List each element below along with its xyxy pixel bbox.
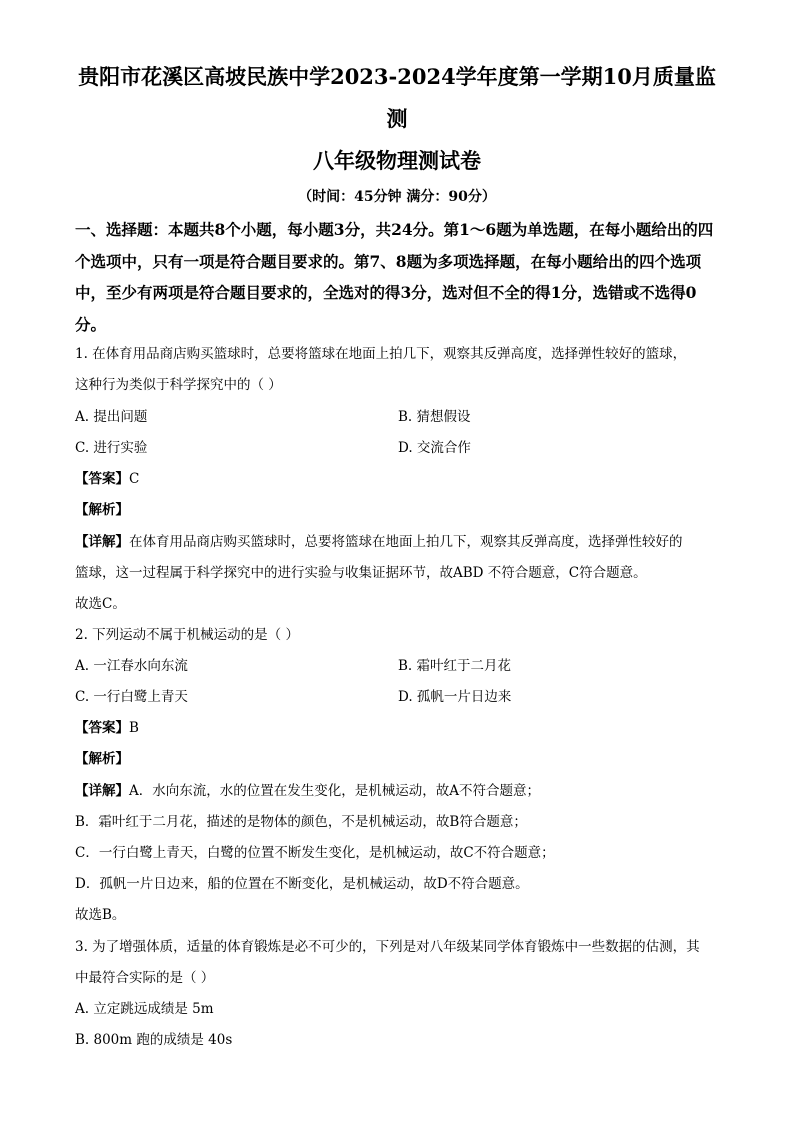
section1-instructions: 一、选择题：本题共8个小题，每小题3分，共24分。第1～6题为单选题，在每小题给出的四个选项中，只有一项是符合题目要求的。第7、8题为多项选择题，在每小题给出的四个选项中，至少有两项是符合题目要求的，全选对的得3分，选对但不全的得1分，选错或不选得0分。	[75, 220, 714, 334]
exam-title-line2: 测	[386, 106, 408, 131]
q1-answer	[75, 470, 139, 488]
q1-option-c: C. 进行实验	[75, 440, 148, 456]
q1-option-d: D. 交流合作	[398, 440, 471, 456]
q1-analysis	[75, 501, 129, 519]
q2-answer-tag: 【答案】	[75, 720, 129, 736]
q1-stem-line1: 1. 在体育用品商店购买篮球时，总要将篮球在地面上拍几下，观察其反弹高度，选择弹性较好的篮球，	[75, 346, 687, 362]
q1-analysis-tag: 【解析】	[75, 502, 129, 518]
q2-detail-tag: 【详解】	[75, 783, 129, 799]
q2-answer	[75, 719, 139, 737]
q2-detail-line3: C．一行白鹭上青天，白鹭的位置不断发生变化，是机械运动，故C不符合题意；	[75, 845, 555, 861]
q1-detail-text1: 在体育用品商店购买篮球时，总要将篮球在地面上拍几下，观察其反弹高度，选择弹性较好的	[129, 534, 683, 550]
q2-option-d: D. 孤帆一片日边来	[398, 689, 512, 705]
q2-detail-line4: D．孤帆一片日边来，船的位置在不断变化，是机械运动，故D不符合题意。	[75, 876, 529, 892]
q1-conclusion: 故选C。	[75, 596, 126, 612]
q1-detail-line1	[75, 533, 683, 551]
q3-option-b: B. 800m 跑的成绩是 40s	[75, 1032, 233, 1048]
q2-detail-line1	[75, 782, 540, 800]
q2-option-c: C. 一行白鹭上青天	[75, 689, 188, 705]
q2-conclusion: 故选B。	[75, 907, 126, 923]
q2-option-a: A. 一江春水向东流	[75, 658, 188, 674]
q2-analysis	[75, 750, 129, 768]
q3-option-a: A. 立定跳远成绩是 5m	[75, 1001, 214, 1017]
q1-answer-value: C	[129, 471, 140, 487]
q2-detail-line2: B．霜叶红于二月花，描述的是物体的颜色，不是机械运动，故B符合题意；	[75, 814, 527, 830]
q3-stem-line2: 中最符合实际的是（ ）	[75, 970, 215, 986]
q2-analysis-tag: 【解析】	[75, 751, 129, 767]
q2-answer-value: B	[129, 720, 139, 736]
exam-time-info: （时间：45分钟 满分：90分）	[298, 189, 496, 205]
q2-option-b: B. 霜叶红于二月花	[398, 658, 512, 674]
q1-option-b: B. 猜想假设	[398, 409, 471, 425]
exam-title-line1: 贵阳市花溪区高坡民族中学2023-2024学年度第一学期10月质量监	[78, 64, 716, 89]
q1-stem-line2: 这种行为类似于科学探究中的（ ）	[75, 377, 282, 393]
q2-stem: 2. 下列运动不属于机械运动的是（ ）	[75, 627, 299, 643]
q1-detail-line2: 篮球，这一过程属于科学探究中的进行实验与收集证据环节，故ABD 不符合题意，C符合题意。	[75, 565, 647, 581]
q1-detail-tag: 【详解】	[75, 534, 129, 550]
q1-answer-tag: 【答案】	[75, 471, 129, 487]
q3-stem-line1: 3. 为了增强体质，适量的体育锻炼是必不可少的，下列是对八年级某同学体育锻炼中一些数据的估测，其	[75, 939, 700, 955]
q1-option-a: A. 提出问题	[75, 409, 148, 425]
exam-subtitle: 八年级物理测试卷	[313, 148, 481, 173]
q2-detail-text1: A．水向东流，水的位置在发生变化，是机械运动，故A不符合题意；	[129, 783, 540, 799]
